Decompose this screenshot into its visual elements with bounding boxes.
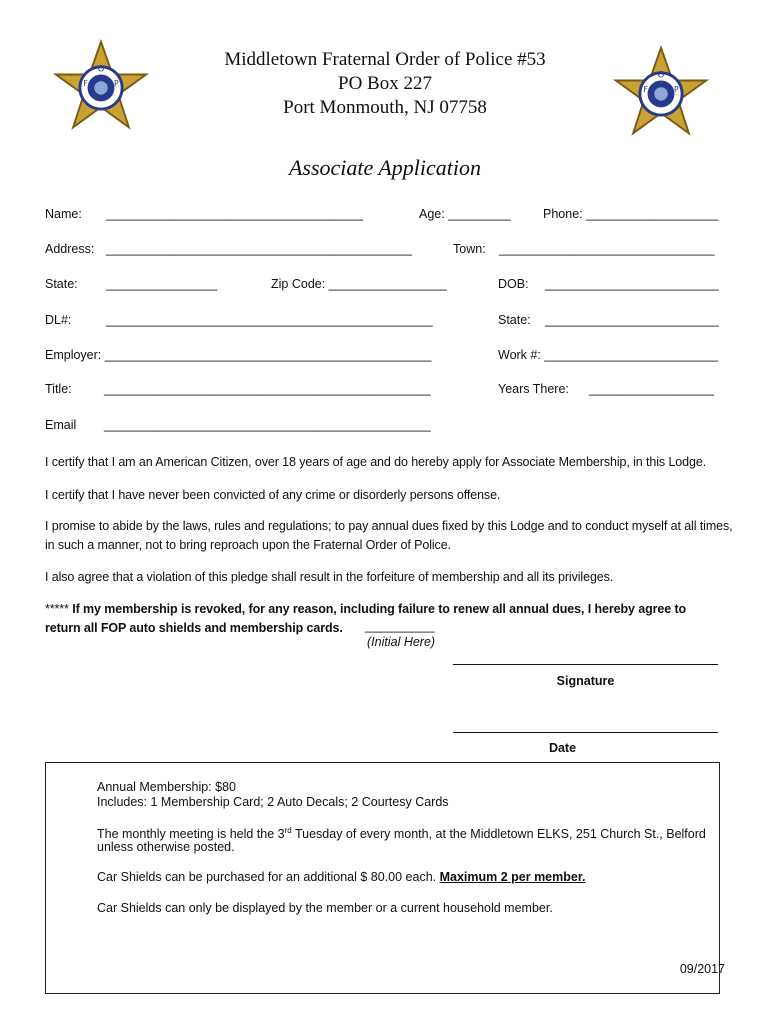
years-there-field[interactable]: __________________ bbox=[589, 382, 715, 396]
job-title-field[interactable]: _______________________________________________ bbox=[104, 382, 431, 396]
revision-date: 09/2017 bbox=[679, 962, 725, 976]
employer-field[interactable]: Employer: _______________________________________________ bbox=[45, 348, 432, 362]
conviction-statement: I certify that I have never been convicted of any crime or disorderly persons offense. bbox=[45, 488, 501, 502]
revocation-line-2: return all FOP auto shields and membership cards. bbox=[45, 621, 343, 635]
svg-text:P: P bbox=[114, 79, 119, 88]
meeting-ordinal: rd bbox=[284, 826, 292, 835]
years-there-label: Years There: bbox=[498, 382, 569, 396]
initial-label: (Initial Here) bbox=[367, 635, 436, 649]
address-label: Address: bbox=[45, 242, 95, 256]
signature-line[interactable] bbox=[453, 664, 718, 665]
date-label: Date bbox=[548, 741, 577, 755]
svg-text:O: O bbox=[657, 70, 665, 81]
state-field[interactable]: ________________ bbox=[106, 277, 218, 291]
car-shields-price-text bbox=[97, 869, 586, 885]
state-label: State: bbox=[45, 277, 78, 291]
meeting-text-b: Tuesday of every month, at the Middletown ELKS, 251 Church St., Belford bbox=[291, 827, 706, 842]
svg-text:F: F bbox=[83, 79, 88, 88]
max-per-member-text: Maximum 2 per member. bbox=[439, 870, 586, 884]
revocation-stars: ***** bbox=[45, 602, 69, 616]
name-field[interactable]: _____________________________________ bbox=[106, 207, 364, 221]
includes-text: Includes: 1 Membership Card; 2 Auto Decals; 2 Courtesy Cards bbox=[97, 795, 449, 809]
town-field[interactable]: _______________________________ bbox=[499, 242, 715, 256]
dob-label: DOB: bbox=[498, 277, 529, 291]
page-title: Associate Application bbox=[288, 155, 482, 180]
phone-field[interactable]: Phone: ___________________ bbox=[543, 207, 719, 221]
revocation-statement bbox=[45, 600, 733, 619]
fop-star-badge-left-icon bbox=[53, 38, 149, 134]
lodge-name: Middletown Fraternal Order of Police #53 bbox=[224, 49, 546, 70]
town-label: Town: bbox=[453, 242, 486, 256]
address-field[interactable]: ____________________________________________ bbox=[106, 242, 412, 256]
fop-star-badge-right-icon bbox=[613, 44, 709, 140]
car-shields-display-text: Car Shields can only be displayed by the member or a current household member. bbox=[97, 901, 553, 915]
forfeiture-statement: I also agree that a violation of this pledge shall result in the forfeiture of membership and all its privileges. bbox=[45, 570, 614, 584]
annual-membership-text: Annual Membership: $80 bbox=[97, 780, 236, 794]
zip-code-field[interactable]: Zip Code: _________________ bbox=[271, 277, 447, 291]
car-shields-price-a: Car Shields can be purchased for an additional $ 80.00 each. bbox=[97, 870, 440, 884]
lodge-city-state: Port Monmouth, NJ 07758 bbox=[283, 97, 487, 118]
meeting-text-c: unless otherwise posted. bbox=[97, 840, 235, 854]
dl-state-label: State: bbox=[498, 313, 531, 327]
date-line[interactable] bbox=[453, 732, 718, 733]
conduct-statement: I promise to abide by the laws, rules and regulations; to pay annual dues fixed by this Lodge and to conduct myself at all times, in such a manner, not to bring reproach upon the Fraternal Order of Police. bbox=[45, 519, 733, 552]
email-label: Email bbox=[45, 418, 77, 432]
age-field[interactable]: Age: _________ bbox=[419, 207, 511, 221]
initial-field[interactable]: __________ bbox=[365, 619, 435, 633]
name-label: Name: bbox=[45, 207, 82, 221]
citizenship-statement: I certify that I am an American Citizen, over 18 years of age and do hereby apply for Associate Membership, in this Lodge. bbox=[45, 455, 707, 469]
dl-state-field[interactable]: _________________________ bbox=[545, 313, 719, 327]
work-phone-field[interactable]: Work #: _________________________ bbox=[498, 348, 719, 362]
job-title-label: Title: bbox=[45, 382, 72, 396]
revocation-line-1: If my membership is revoked, for any reason, including failure to renew all annual dues, I hereby agree to bbox=[68, 602, 687, 616]
svg-text:F: F bbox=[643, 85, 648, 94]
svg-text:O: O bbox=[97, 64, 105, 75]
lodge-po-box: PO Box 227 bbox=[338, 73, 432, 94]
dl-label: DL#: bbox=[45, 313, 72, 327]
meeting-text-a: The monthly meeting is held the 3 bbox=[97, 827, 285, 842]
svg-text:P: P bbox=[674, 85, 679, 94]
signature-label: Signature bbox=[556, 674, 615, 688]
dl-field[interactable]: _______________________________________________ bbox=[106, 313, 433, 327]
email-field[interactable]: _______________________________________________ bbox=[104, 418, 431, 432]
dob-field[interactable]: _________________________ bbox=[545, 277, 719, 291]
